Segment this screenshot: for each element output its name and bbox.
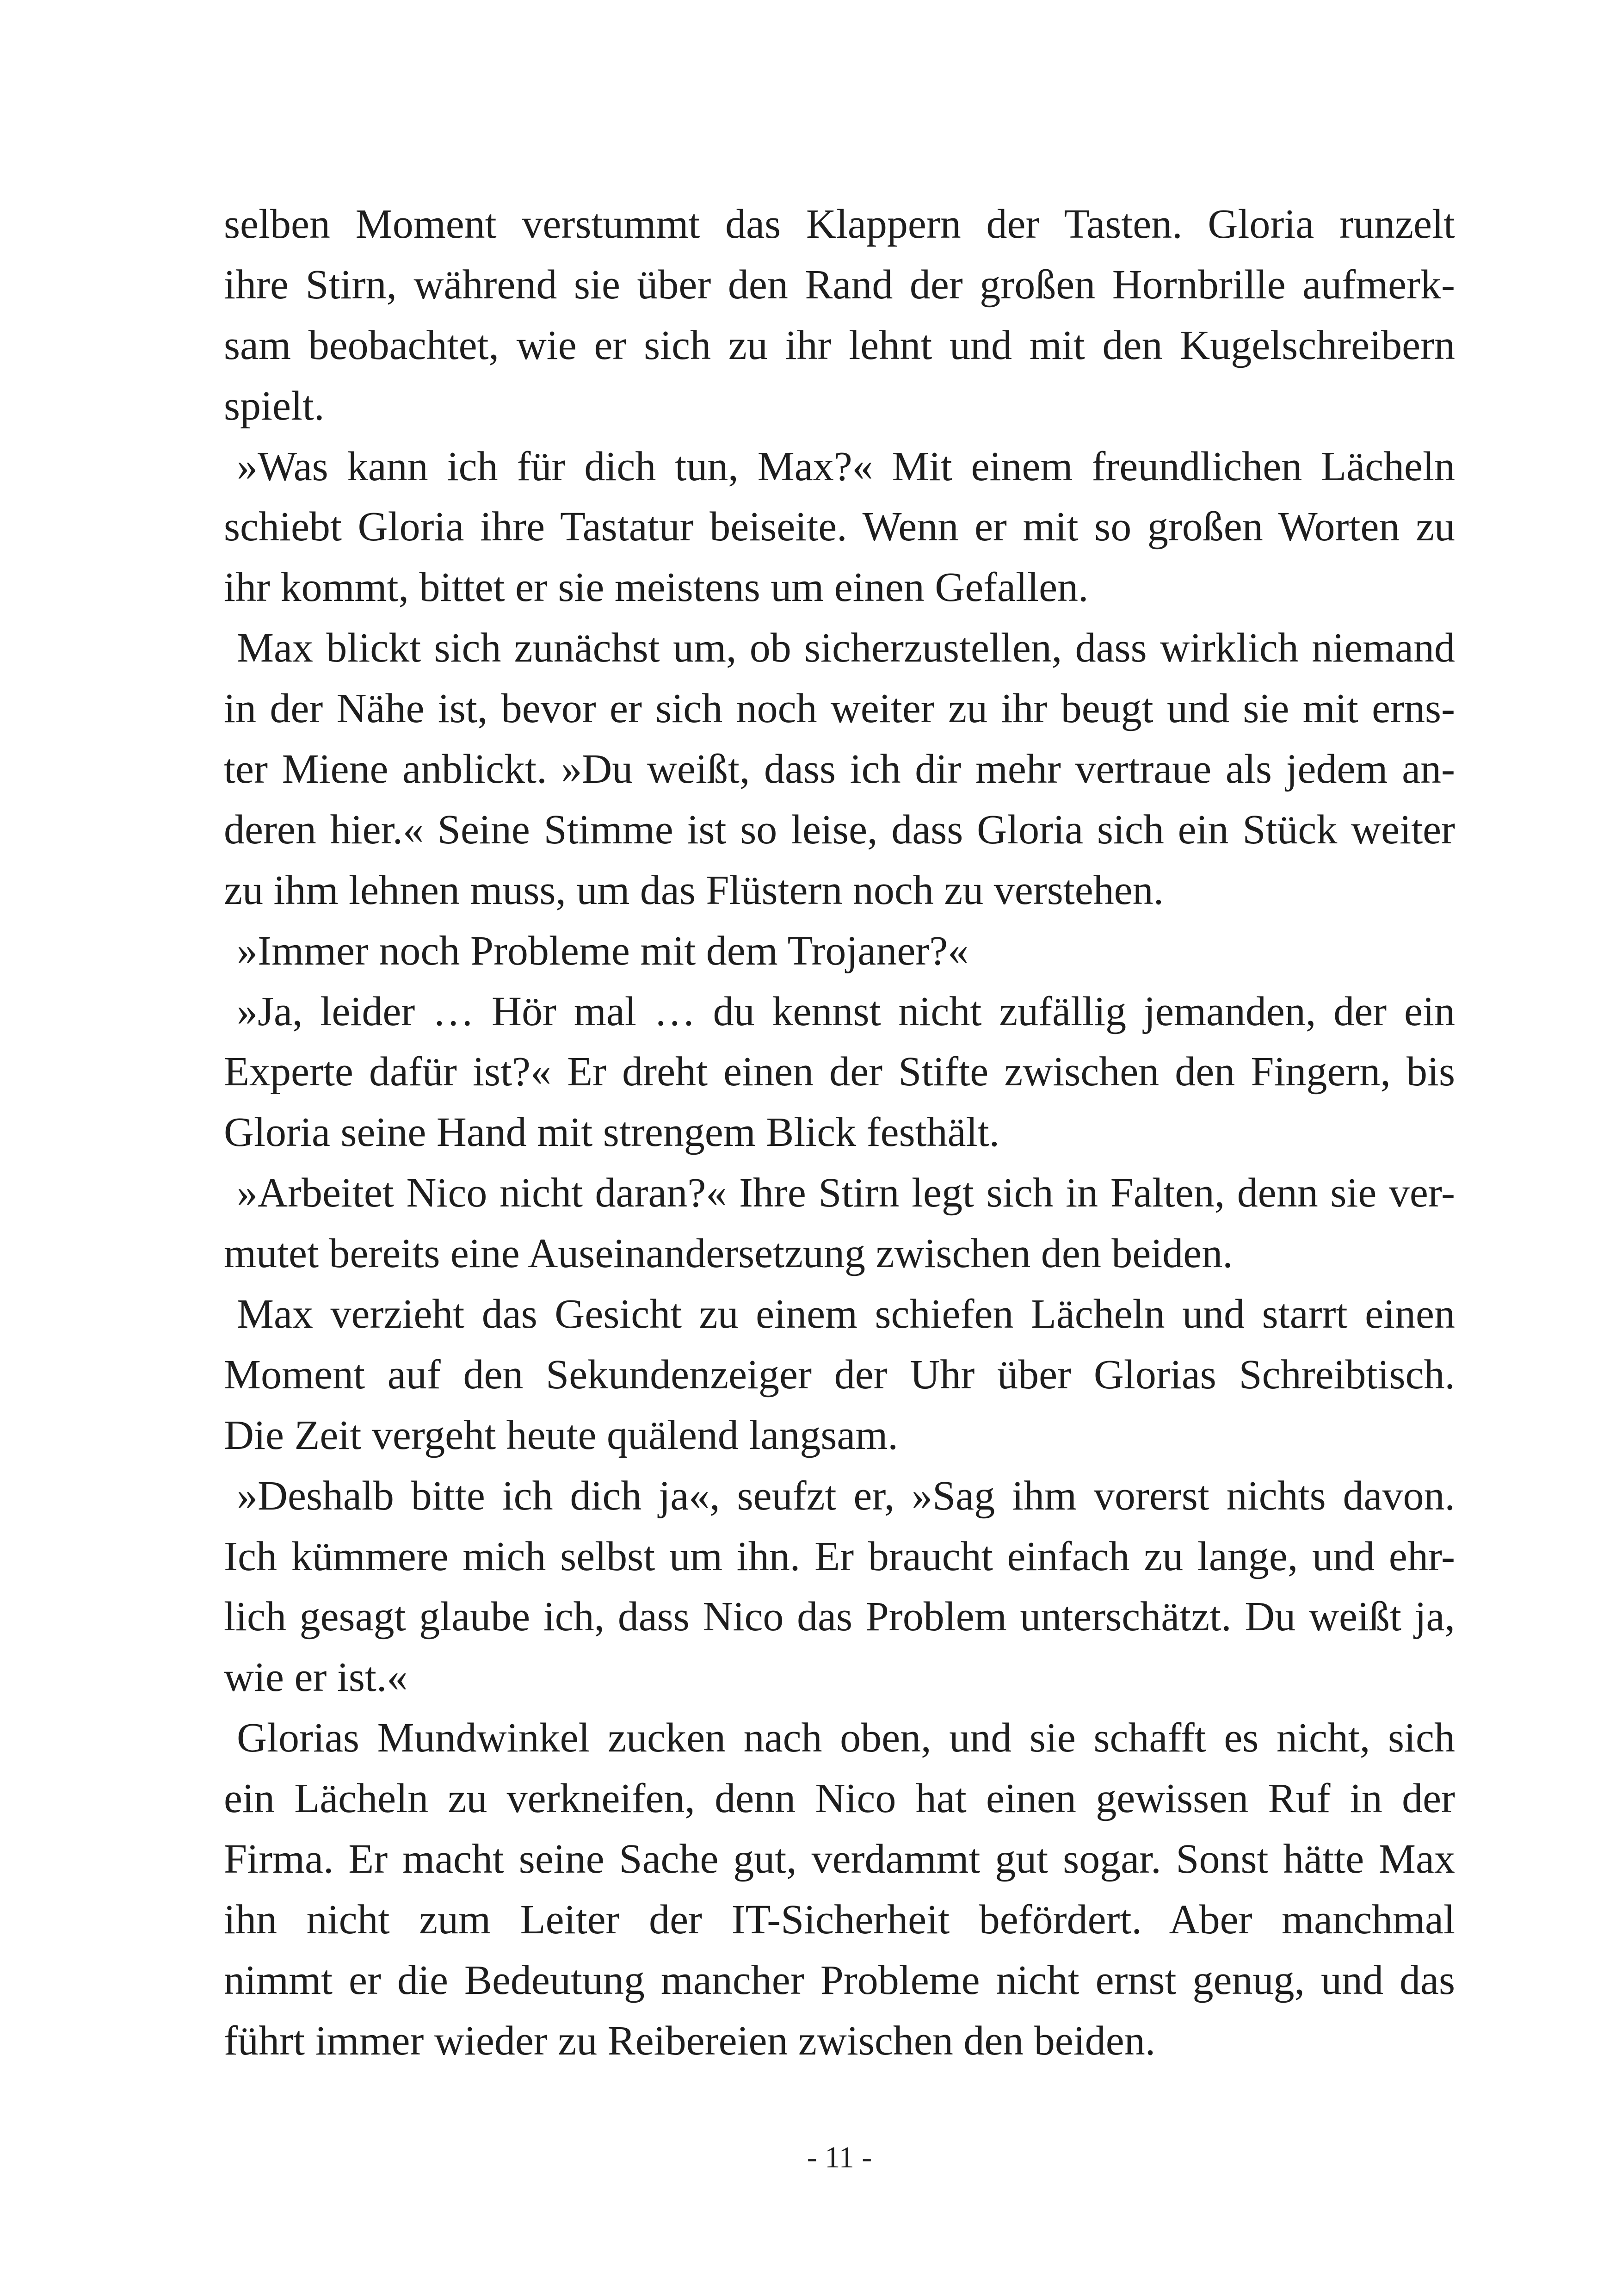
text-line: lich gesagt glaube ich, dass Nico das Problem unterschätzt. Du weißt ja,: [224, 1594, 1455, 1640]
text-line: »Was kann ich für dich tun, Max?« Mit einem freundlichen Lächeln: [237, 443, 1455, 489]
text-line: »Immer noch Probleme mit dem Trojaner?«: [237, 928, 969, 974]
paragraph: [224, 982, 1455, 1163]
text-line: »Ja, leider … Hör mal … du kennst nicht zufällig jemanden, der ein: [237, 988, 1455, 1034]
text-line: Ich kümmere mich selbst um ihn. Er braucht einfach zu lange, und ehr-: [224, 1533, 1455, 1579]
text-line: Gloria seine Hand mit strengem Blick festhält.: [224, 1109, 1000, 1156]
text-line: sam beobachtet, wie er sich zu ihr lehnt und mit den Kugelschreibern: [224, 322, 1455, 368]
paragraph: [224, 921, 1455, 982]
text-line: ihr kommt, bittet er sie meistens um einen Gefallen.: [224, 564, 1089, 611]
text-line: nimmt er die Bedeutung mancher Probleme nicht ernst genug, und das: [224, 1957, 1455, 2003]
paragraph: [224, 1163, 1455, 1284]
text-line: mutet bereits eine Auseinandersetzung zwischen den beiden.: [224, 1231, 1233, 1277]
text-line: Die Zeit vergeht heute quälend langsam.: [224, 1412, 898, 1458]
text-line: spielt.: [224, 383, 325, 429]
text-line: selben Moment verstummt das Klappern der Tasten. Gloria runzelt: [224, 201, 1455, 247]
text-line: wie er ist.«: [224, 1654, 408, 1701]
text-line: ihn nicht zum Leiter der IT-Sicherheit befördert. Aber manchmal: [224, 1896, 1455, 1943]
body-text: [224, 194, 1455, 2072]
text-line: führt immer wieder zu Reibereien zwischen den beiden.: [224, 2018, 1156, 2064]
paragraph: [224, 1708, 1455, 2071]
paragraph: [224, 437, 1455, 619]
paragraph: [224, 1284, 1455, 1466]
text-line: Glorias Mundwinkel zucken nach oben, und sie schafft es nicht, sich: [237, 1715, 1455, 1761]
text-line: zu ihm lehnen muss, um das Flüstern noch zu verstehen.: [224, 867, 1164, 913]
text-line: schiebt Gloria ihre Tastatur beiseite. Wenn er mit so großen Worten zu: [224, 504, 1455, 550]
text-line: ihre Stirn, während sie über den Rand der großen Hornbrille aufmerk-: [224, 261, 1455, 308]
text-line: deren hier.« Seine Stimme ist so leise, dass Gloria sich ein Stück weiter: [224, 806, 1455, 853]
page-number: - 11 -: [807, 2141, 872, 2174]
text-line: »Arbeitet Nico nicht daran?« Ihre Stirn legt sich in Falten, denn sie ver-: [237, 1170, 1455, 1216]
text-line: ein Lächeln zu verkneifen, denn Nico hat einen gewissen Ruf in der: [224, 1776, 1455, 1822]
paragraph: [224, 194, 1455, 437]
paragraph: [224, 1466, 1455, 1708]
text-line: Experte dafür ist?« Er dreht einen der Stifte zwischen den Fingern, bis: [224, 1049, 1455, 1095]
text-line: Firma. Er macht seine Sache gut, verdammt gut sogar. Sonst hätte Max: [224, 1836, 1455, 1882]
text-line: Max blickt sich zunächst um, ob sicherzustellen, dass wirklich niemand: [237, 625, 1455, 671]
text-line: »Deshalb bitte ich dich ja«, seufzt er, »Sag ihm vorerst nichts davon.: [237, 1473, 1455, 1519]
paragraph: [224, 618, 1455, 921]
text-line: ter Miene anblickt. »Du weißt, dass ich dir mehr vertraue als jedem an-: [224, 746, 1455, 792]
text-line: Max verzieht das Gesicht zu einem schiefen Lächeln und starrt einen: [237, 1291, 1455, 1337]
text-line: in der Nähe ist, bevor er sich noch weiter zu ihr beugt und sie mit erns-: [224, 686, 1455, 732]
text-line: Moment auf den Sekundenzeiger der Uhr über Glorias Schreibtisch.: [224, 1351, 1455, 1398]
